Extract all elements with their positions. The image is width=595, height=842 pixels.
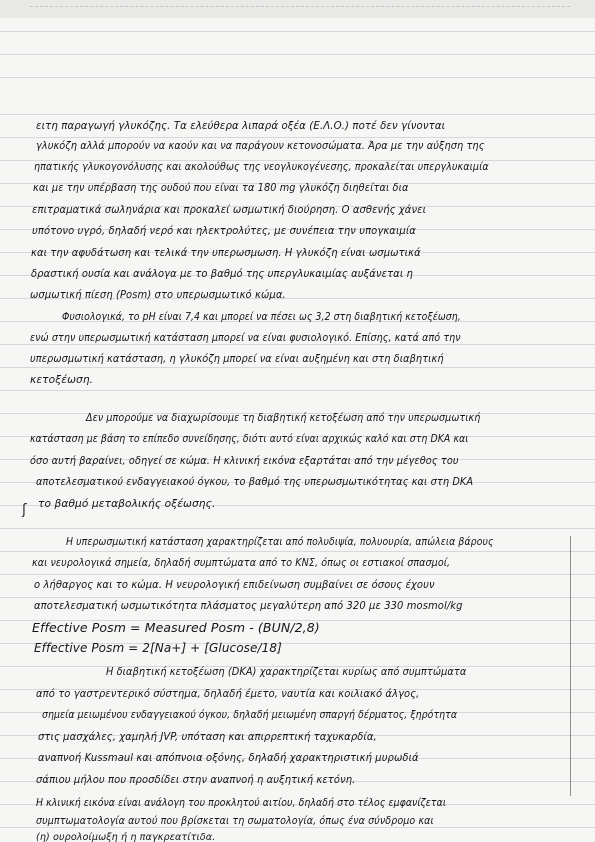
text-line: σάπιου μήλου που προσδίδει στην αναπνοή η αυξητική κετόνη. [36, 774, 356, 786]
text-line: υπότονο υγρό, δηλαδή νερό και ηλεκτρολύτες, με συνέπεια την υπογκαιμία [32, 225, 416, 237]
text-line: κατάσταση με βάση το επίπεδο συνείδησης, διότι αυτό είναι αρχικώς καλό και στη DKA και [30, 433, 469, 445]
text-line: αναπνοή Kussmaul και απόπνοια οξόνης, δηλαδή χαρακτηριστική μυρωδιά [38, 752, 419, 764]
faint-header-line [30, 6, 570, 13]
text-line: (η) ουρολοίμωξη ή η παγκρεατίτιδα. [36, 832, 216, 842]
text-line: σημεία μειωμένου ενδαγγειακού όγκου, δηλαδή μειωμένη σπαργή δέρματος, ξηρότητα [42, 709, 458, 721]
margin-vertical-line [570, 536, 571, 796]
formula-line: Effective Posm = Measured Posm - (BUN/2,8) [32, 620, 320, 635]
text-line: και την αφυδάτωση και τελικά την υπερωσμωση. Η γλυκόζη είναι ωσμωτικά [31, 247, 421, 259]
text-line: ειτη παραγωγή γλυκόζης. Τα ελεύθερα λιπαρά οξέα (Ε.Λ.Ο.) ποτέ δεν γίνονται [36, 120, 446, 132]
text-line: γλυκόζη αλλά μπορούν να καούν και να παράγουν κετονοσώματα. Άρα με την αύξηση της [36, 140, 485, 152]
text-line: Δεν μπορούμε να διαχωρίσουμε τη διαβητική κετοξέωση από την υπερωσμωτική [86, 412, 481, 424]
margin-mark: ʃ [22, 502, 27, 518]
text-line: και με την υπέρβαση της ουδού που είναι τα 180 mg γλυκόζη διηθείται δια [33, 182, 409, 194]
text-line: ενώ στην υπερωσμωτική κατάσταση μπορεί να είναι φυσιολογικό. Επίσης, κατά από την [30, 332, 461, 344]
text-line: κετοξέωση. [30, 374, 94, 386]
text-line: Η κλινική εικόνα είναι ανάλογη του προκλητού αιτίου, δηλαδή στο τέλος εμφανίζεται [36, 797, 447, 809]
text-line: ο λήθαργος και το κώμα. Η νευρολογική επιδείνωση συμβαίνει σε όσους έχουν [34, 579, 435, 591]
text-line: το βαθμό μεταβολικής οξέωσης. [38, 498, 216, 510]
text-line: αποτελεσματικού ενδαγγειακού όγκου, το βαθμό της υπερωσμωτικότητας και στη DKA [36, 476, 474, 488]
text-line: Η διαβητική κετοξέωση (DKA) χαρακτηρίζεται κυρίως από συμπτώματα [106, 666, 467, 678]
text-line: επιτραματικά σωληνάρια και προκαλεί ωσμωτική διούρηση. Ο ασθενής χάνει [32, 204, 427, 216]
text-line: υπερωσμωτική κατάσταση, η γλυκόζη μπορεί να είναι αυξημένη και στη διαβητική [30, 353, 444, 365]
text-line: στις μασχάλες, χαμηλή JVP, υπόταση και απιρρεπτική ταχυκαρδία, [38, 731, 377, 743]
text-line: από το γαστρεντερικό σύστημα, δηλαδή έμετο, ναυτία και κοιλιακό άλγος, [36, 688, 420, 700]
text-line: ωσμωτική πίεση (Posm) στο υπερωσμωτικό κώμα. [30, 289, 286, 301]
text-line: και νευρολογικά σημεία, δηλαδή συμπτώματα από το ΚΝΣ, όπως οι εστιακοί σπασμοί, [32, 557, 451, 569]
text-line: Φυσιολογικά, το pH είναι 7,4 και μπορεί να πέσει ως 3,2 στη διαβητική κετοξέωση, [62, 311, 461, 323]
text-line: αποτελεσματική ωσμωτικότητα πλάσματος μεγαλύτερη από 320 με 330 mosmol/kg [34, 600, 463, 612]
text-line: ηπατικής γλυκογονόλυσης και ακολούθως της νεογλυκογένεσης, προκαλείται υπεργλυκαιμία [34, 161, 489, 173]
text-line: συμπτωματολογία αυτού που βρίσκεται τη σωματολογία, όπως ένα σύνδρομο και [36, 815, 434, 827]
formula-line: Effective Posm = 2[Na+] + [Glucose/18] [34, 641, 282, 655]
text-line: Η υπερωσμωτική κατάσταση χαρακτηρίζεται από πολυδιψία, πολυουρία, απώλεια βάρους [66, 536, 494, 548]
text-line: δραστική ουσία και ανάλογα με το βαθμό της υπεργλυκαιμίας αυξάνεται η [31, 268, 413, 280]
text-line: όσο αυτή βαραίνει, οδηγεί σε κώμα. Η κλινική εικόνα εξαρτάται από την μέγεθος του [30, 455, 459, 467]
